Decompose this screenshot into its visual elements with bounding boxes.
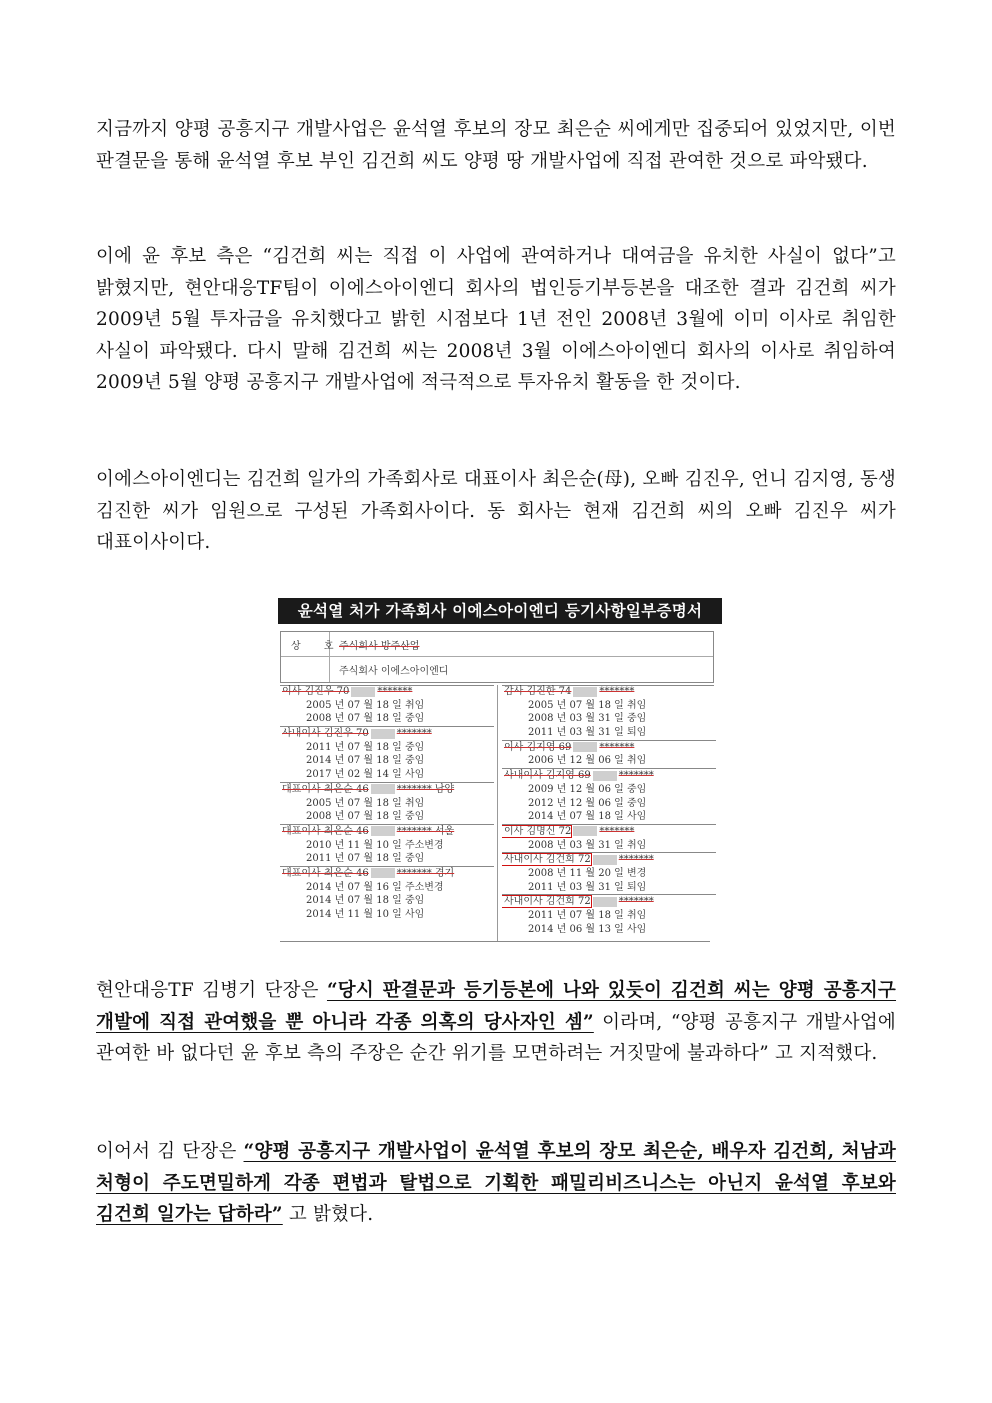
header-label: 상 호 (291, 641, 344, 652)
record-date: 2005 년 07 월 18 일 취임 (306, 797, 425, 809)
record-date: 2011 년 07 월 18 일 중임 (306, 741, 425, 753)
paragraph-5 (96, 1136, 896, 1231)
officer-date-record (280, 908, 494, 922)
paragraph-4-lead: 현안대응TF 김병기 단장은 (96, 980, 327, 1001)
record-date: 2014 년 07 월 18 일 사임 (528, 811, 647, 823)
company-name-header (280, 631, 714, 683)
officer-name: 이사 김지영 69 (504, 741, 572, 753)
redaction-block (371, 784, 395, 794)
officer-entry (280, 866, 494, 881)
officer-entry (502, 740, 716, 755)
officer-id-tail: ******* (599, 686, 635, 697)
record-date: 2014 년 06 월 13 일 사임 (528, 923, 647, 935)
officer-name: 이사 김명신 72 (504, 825, 572, 837)
record-date: 2011 년 07 월 18 일 취임 (528, 910, 647, 921)
officer-entry (280, 782, 494, 797)
officer-date-record (502, 810, 716, 824)
record-date: 2012 년 12 월 06 일 중임 (528, 797, 647, 809)
record-date: 2009 년 12 월 06 일 중임 (528, 783, 647, 795)
officer-id-tail: ******* (396, 728, 432, 740)
officer-date-record (280, 699, 494, 713)
officer-entry (280, 824, 494, 839)
paragraph-4-quote: “당시 판결문과 등기등본에 나와 있듯이 김건희 씨는 양평 공흥지구 개발에 직접 관여했을 뿐 아니라 각종 의혹의 당사자인 셈” (96, 980, 897, 1033)
officer-date-record (502, 783, 716, 797)
officer-name: 이사 김진우 70 (282, 686, 350, 697)
record-date: 2014 년 11 월 10 일 사임 (306, 909, 425, 920)
officer-entry (502, 852, 716, 867)
officer-entry (502, 685, 716, 699)
officer-name: 대표이사 최은순 46 (282, 825, 369, 837)
left-officer-column (280, 685, 494, 922)
officer-date-record (502, 754, 716, 768)
officer-date-record (280, 768, 494, 782)
officer-entry (502, 824, 716, 839)
redaction-block (371, 729, 395, 739)
officer-date-record (280, 741, 494, 755)
officer-date-record (502, 867, 716, 881)
officer-name: 사내이사 김지영 69 (504, 770, 591, 782)
figure-title: 윤석열 처가 가족회사 이에스아이엔디 등기사항일부증명서 (278, 598, 722, 624)
officer-date-record (280, 797, 494, 811)
record-date: 2008 년 03 월 31 일 중임 (528, 713, 647, 725)
officer-id-tail: ******* (618, 770, 654, 782)
officer-name: 사내이사 김건희 72 (504, 896, 591, 908)
officer-id-tail: ******* 서울 (396, 825, 455, 837)
paragraph-4-tail: 이라며, “양평 공흥지구 개발사업에 관여한 바 없다던 윤 후보 측의 주장은 순간 위기를 모면하려는 거짓말에 불과하다” 고 지적했다. (96, 1011, 896, 1064)
officer-date-record (280, 852, 494, 866)
officer-date-record (502, 881, 716, 895)
officer-date-record (280, 839, 494, 853)
officer-id-tail: ******* 남양 (396, 783, 455, 795)
officer-date-record (502, 797, 716, 811)
redaction-block (593, 771, 617, 781)
redaction-block (573, 826, 597, 836)
registry-document-image (280, 631, 714, 944)
officer-id-tail: ******* (599, 825, 635, 837)
officer-entry (280, 726, 494, 741)
record-date: 2008 년 07 월 18 일 중임 (306, 811, 425, 823)
officer-entry (502, 768, 716, 783)
old-company-name: 주식회사 방주산업 (339, 641, 420, 652)
record-date: 2014 년 07 월 16 일 주소변경 (306, 881, 444, 893)
record-date: 2008 년 03 월 31 일 취임 (528, 839, 647, 851)
record-date: 2008 년 11 월 20 일 변경 (528, 867, 647, 879)
paragraph-5-lead: 이어서 김 단장은 (96, 1141, 244, 1162)
redaction-block (593, 855, 617, 865)
officer-date-record (280, 754, 494, 768)
officer-name: 대표이사 최은순 46 (282, 867, 369, 879)
officer-id-tail: ******* (618, 854, 654, 866)
record-date: 2008 년 07 월 18 일 중임 (306, 713, 425, 725)
record-date: 2017 년 02 월 14 일 사임 (306, 769, 425, 781)
right-officer-column (502, 685, 716, 936)
officer-name: 사내이사 김진우 70 (282, 728, 369, 740)
paragraph-1: 지금까지 양평 공흥지구 개발사업은 윤석열 후보의 장모 최은순 씨에게만 집중되어 있었지만, 이번 판결문을 통해 윤석열 후보 부인 김건희 씨도 양평 땅 개발사업에 직접 관여한 것으로 파악됐다. (96, 119, 896, 172)
current-company-name: 주식회사 이에스아이엔디 (339, 666, 449, 677)
redaction-block (351, 687, 375, 697)
officer-date-record (502, 909, 716, 923)
officer-name: 대표이사 최은순 46 (282, 783, 369, 795)
redaction-block (573, 687, 597, 697)
officer-date-record (502, 839, 716, 853)
record-date: 2011 년 07 월 18 일 중임 (306, 853, 425, 865)
officer-entry (280, 685, 494, 699)
redaction-block (593, 897, 617, 907)
paragraph-5-quote: “양평 공흥지구 개발사업이 윤석열 후보의 장모 최은순, 배우자 김건희, 처남과 처형이 주도면밀하게 각종 편법과 탈법으로 기획한 패밀리비즈니스는 아닌지 윤석열 후보와 김건희 일가는 답하라” (96, 1141, 896, 1225)
officer-id-tail: ******* 경기 (396, 867, 455, 879)
officer-date-record (502, 712, 716, 726)
officer-name: 감사 김진한 74 (504, 686, 572, 697)
officer-date-record (280, 894, 494, 908)
record-date: 2011 년 03 월 31 일 퇴임 (528, 881, 647, 893)
officer-id-tail: ******* (599, 741, 635, 753)
officer-date-record (280, 712, 494, 726)
officer-date-record (280, 881, 494, 895)
paragraph-5-tail: 고 밝혔다. (282, 1204, 374, 1225)
officer-date-record (502, 923, 716, 937)
redaction-block (371, 826, 395, 836)
record-date: 2010 년 11 월 10 일 주소변경 (306, 839, 444, 851)
record-date: 2006 년 12 월 06 일 취임 (528, 755, 647, 767)
record-date: 2011 년 03 월 31 일 퇴임 (528, 727, 647, 739)
record-date: 2014 년 07 월 18 일 중임 (306, 755, 425, 767)
record-date: 2005 년 07 월 18 일 취임 (306, 699, 425, 711)
paragraph-4 (96, 975, 896, 1070)
paragraph-2: 이에 윤 후보 측은 “김건희 씨는 직접 이 사업에 관여하거나 대여금을 유치한 사실이 없다”고 밝혔지만, 현안대응TF팀이 이에스아이엔디 회사의 법인등기부등본을 대조한 결과 김건희 씨가 2009년 5월 투자금을 유치했다고 밝힌 시점보다 1년 전인 2008년 3월에 이미 이사로 취임한 사실이 파악됐다. 다시 말해 김건희 씨는 2008년 3월 이에스아이엔디 회사의 이사로 취임하여 2009년 5월 양평 공흥지구 개발사업에 적극적으로 투자유치 활동을 한 것이다. (96, 246, 896, 393)
officer-id-tail: ******* (377, 686, 413, 697)
redaction-block (573, 742, 597, 752)
officer-date-record (280, 810, 494, 824)
officer-id-tail: ******* (618, 896, 654, 908)
registry-figure (278, 598, 722, 944)
officer-name: 사내이사 김건희 72 (504, 854, 591, 866)
paragraph-3: 이에스아이엔디는 김건희 일가의 가족회사로 대표이사 최은순(母), 오빠 김진우, 언니 김지영, 동생 김진한 씨가 임원으로 구성된 가족회사이다. 동 회사는 현재 김건희 씨의 오빠 김진우 씨가 대표이사이다. (96, 469, 896, 553)
officer-date-record (502, 726, 716, 740)
officer-entry (502, 894, 716, 909)
officer-date-record (502, 699, 716, 713)
redaction-block (371, 868, 395, 878)
record-date: 2014 년 07 월 18 일 중임 (306, 895, 425, 907)
record-date: 2005 년 07 월 18 일 취임 (528, 699, 647, 711)
